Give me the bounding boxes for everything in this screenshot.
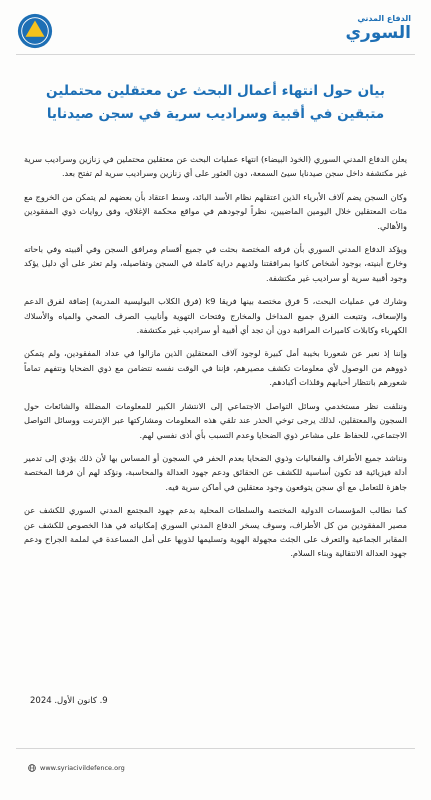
paragraph: وإننا إذ نعبر عن شعورنا بخيبة أمل كبيرة لوجود آلاف المعتقلين الذين مازالوا في عداد المفقودين، ولم يتمكن ذووهم من الوصول لأي معلومات تكشف مصيرهم، فإننا في الوقت نفسه نتضامن مع ذوي الضحايا ونتفهم تماماً شعورهم بانتظار أحبابهم وفلذات أكبادهم. — [24, 348, 407, 388]
paragraph: ونناشد جميع الأطراف والفعاليات وذوي الضحايا بعدم الحفر في السجون أو المساس بها لأن ذلك يؤدي إلى تدمير أدلة فيزيائية قد تكون أساسية للكشف عن الحقائق ودعم جهود العدالة والمحاسبة، ونؤكد لهم أن فرقنا المختصة جاهزة للتعامل مع أي سجن يتوقعون وجود معتقلين في أماكن سرية فيه. — [24, 452, 407, 492]
paragraph: وننلفت نظر مستخدمي وسائل التواصل الاجتماعي إلى الانتشار الكبير للمعلومات المضللة والشائعات حول السجون والمعتقلين، لذلك يرجى توخي الحذر عند تلقي هذه المعلومات ومشاركتها عبر الإنترنت ووسائل التواصل الاجتماعي، للحفاظ على مشاعر ذوي الضحايا وعدم التسبب بأي أذى نفسي لهم. — [24, 400, 407, 440]
paragraph: كما نطالب المؤسسات الدولية المختصة والسلطات المحلية بدعم جهود المجتمع المدني السوري للكشف عن مصير المفقودين من كل الأطراف، وسوف يسخر الدفاع المدني السوري إمكانياته في هذا الخصوص للكشف عن المقابر الجماعية والتعرف على الجثث مجهولة الهوية وتسليمها لذويها على أمل المساعدة في لملمة الجراح ودعم جهود العدالة الانتقالية وبناء السلام. — [24, 505, 407, 559]
header-divider — [16, 54, 415, 55]
org-name — [345, 14, 411, 42]
org-name-small: الدفاع المدني — [357, 14, 411, 23]
paragraph: وكان السجن يضم آلاف الأبرياء الذين اعتقلهم نظام الأسد البائد، وسط اعتقاد بأن بعضهم لم يتمكن من الخروج مع مئات المعتقلين خلال اليومين الماضيين، نظراً لوجودهم في مواقع محكمة الإغلاق، وفق روايات ذوي المفقودين والأهالي. — [24, 191, 407, 231]
paragraph: ويؤكد الدفاع المدني السوري بأن فرقه المختصة بحثت في جميع أقسام ومرافق السجن وفي أقبيته وفي باحاته وخارج أبنيته، بوجود أشخاص كانوا بمرافقتنا ولديهم دراية كاملة في السجن وتفاصيله، ولم تعثر على أي دليل يؤكد وجود أقبية سرية أو سراديب غير مكتشفة. — [24, 244, 407, 283]
footer-divider — [16, 748, 415, 749]
footer — [28, 764, 125, 772]
website-link[interactable]: www.syriacivildefence.org — [40, 764, 125, 772]
statement-title: بيان حول انتهاء أعمال البحث عن معتقلين محتملين متبقين في أقبية وسراديب سرية في سجن صيدنايا — [46, 83, 385, 122]
paragraph: يعلن الدفاع المدني السوري (الخوذ البيضاء) انتهاء عمليات البحث عن معتقلين محتملين في زنازين وسراديب سرية غير مكتشفة داخل سجن صيدنايا سيئ السمعة، دون العثور على أي زنازين وسراديب سرية لم تفتح بعد. — [24, 154, 407, 179]
header — [0, 12, 431, 66]
globe-icon — [28, 764, 36, 772]
paragraph: وشارك في عمليات البحث، 5 فرق مختصة بينها فريقا k9 (فرق الكلاب البوليسية المدربة) إضافة لفرق الدعم والإسعاف، وتتبعت الفرق جميع المداخل والمخارج وفتحات التهوية وأنابيب الصرف الصحي والمياه والأسلاك الكهرباء وكابلات كاميرات المراقبة دون أن تجد أي أقبية أو سراديب غير مكتشفة. — [24, 296, 407, 336]
statement-body — [24, 152, 407, 570]
statement-date: 9. كانون الأول. 2024 — [30, 696, 108, 706]
civil-defence-logo-icon — [16, 12, 54, 50]
org-name-big: السوري — [345, 23, 411, 43]
